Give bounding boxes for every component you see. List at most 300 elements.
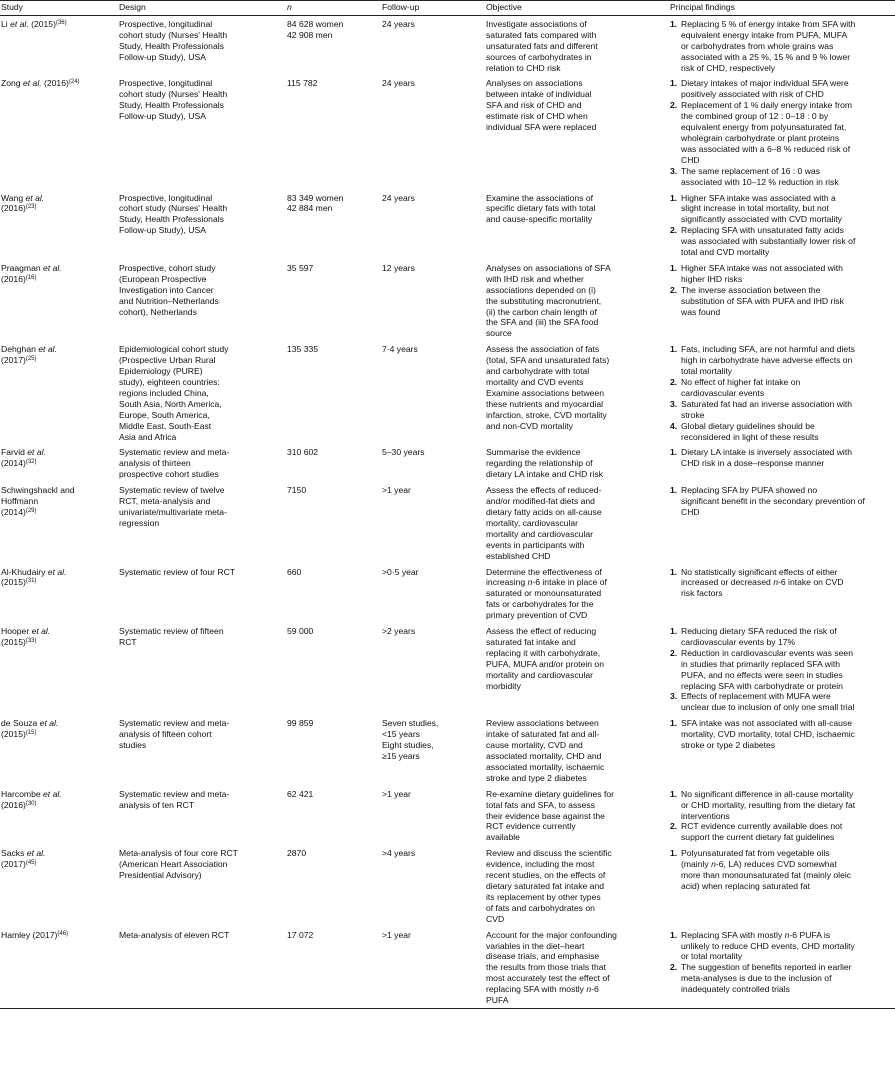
objective-cell (485, 482, 669, 563)
findings-cell (669, 845, 895, 926)
study-cell (0, 927, 118, 1009)
study-cell-line: Dehghan et al. (1, 344, 57, 355)
finding-line: associated with a 25 %, 15 % and 9 % lower (681, 51, 851, 62)
study-cell (0, 190, 118, 260)
n-cell-line: 2870 (287, 848, 307, 859)
objective-cell-line: saturated fats compared with (486, 29, 597, 40)
finding-text (681, 930, 855, 963)
follow-up-cell-line: ≥15 years (382, 751, 420, 761)
finding-item (670, 193, 892, 226)
study-cell (0, 15, 118, 75)
follow-up-cell (381, 75, 485, 189)
finding-line: was associated with substantially lower risk of (681, 236, 856, 247)
follow-up-cell (381, 482, 485, 563)
finding-text (681, 399, 852, 421)
findings-cell (669, 927, 895, 1009)
design-cell-line: Systematic review and meta- (119, 447, 230, 458)
objective-cell-line: RCT evidence currently (486, 821, 576, 832)
n-cell (286, 927, 381, 1009)
finding-line: Replacing 5 % of energy intake from SFA with (681, 18, 856, 29)
header-row (0, 1, 895, 16)
table-row (0, 715, 895, 785)
study-cell-line: $(2014)^{(29)}$ (1, 506, 37, 517)
follow-up-cell (381, 15, 485, 75)
design-cell-line: Systematic review and meta- (119, 788, 230, 799)
finding-number: 2. (670, 100, 678, 111)
n-cell-line: 17 072 (287, 929, 314, 940)
follow-up-cell-line: >1 year (382, 788, 411, 799)
finding-line: in studies that primarily replaced SFA with (681, 658, 841, 669)
finding-line: No effect of higher fat intake on (681, 377, 801, 387)
finding-line: Reducing dietary SFA reduced the risk of (681, 626, 837, 637)
design-cell-line: Presidential Advisory) (119, 870, 202, 881)
study-cell (0, 444, 118, 482)
n-cell-line: 135 335 (287, 344, 319, 355)
follow-up-cell (381, 341, 485, 444)
objective-cell-line: Assess the effect of reducing (486, 626, 597, 637)
design-cell-line: Follow-up Study), USA (119, 225, 206, 236)
n-cell (286, 482, 381, 563)
finding-item (670, 485, 892, 518)
objective-cell-line: unsaturated fats and different (486, 40, 598, 51)
study-cell-line: $(2016)^{(16)}$ (1, 273, 37, 284)
follow-up-cell-line: >1 year (382, 485, 411, 496)
finding-line: cardiovascular events by 17% (681, 636, 796, 647)
objective-cell-line: cause mortality, CVD and (486, 740, 583, 751)
finding-text (681, 193, 842, 226)
objective-cell-line: mortality and CVD events (486, 377, 584, 387)
follow-up-cell-line: <15 years (382, 729, 420, 740)
design-cell (118, 482, 286, 563)
finding-item (670, 648, 892, 692)
finding-item (670, 718, 892, 751)
objective-cell-line: Analyses on associations of SFA (486, 262, 611, 273)
header-n: n (286, 1, 381, 16)
finding-line: Dietary intakes of major individual SFA were (681, 78, 849, 89)
n-cell-line: 42 884 men (287, 203, 333, 214)
finding-line: was associated with a 6–8 % reduced risk of (681, 143, 851, 154)
design-cell (118, 564, 286, 624)
design-cell-line: Epidemiological cohort study (119, 344, 229, 355)
finding-number: 1. (670, 485, 678, 496)
design-cell-line: Systematic review of four RCT (119, 566, 236, 577)
finding-number: 1. (670, 929, 678, 940)
design-cell-line: regression (119, 517, 160, 528)
design-cell-line: Investigation into Cancer (119, 284, 214, 295)
objective-cell-line: Determine the effectiveness of (486, 566, 602, 577)
objective-cell-line: associated mortality, CHD and (486, 751, 602, 761)
finding-text (681, 962, 852, 995)
n-cell-line: 310 602 (287, 447, 319, 458)
objective-cell-line: and cause-specific mortality (486, 214, 593, 225)
finding-number: 1. (670, 788, 678, 799)
follow-up-cell (381, 715, 485, 785)
objective-cell-line: between intake of individual (486, 89, 592, 100)
finding-item (670, 100, 892, 165)
objective-cell-line: Examine the associations of (486, 192, 594, 203)
objective-cell-line: increasing n-6 intake in place of (486, 577, 607, 588)
objective-cell (485, 260, 669, 341)
finding-line: positively associated with risk of CHD (681, 89, 824, 100)
finding-item (670, 421, 892, 443)
design-cell-line: regions included China, (119, 387, 209, 398)
objective-cell-line: morbidity (486, 680, 521, 691)
finding-item (670, 447, 892, 469)
finding-number: 1. (670, 566, 678, 577)
finding-line: No significant difference in all-cause mortality (681, 788, 854, 799)
study-cell-line: $(2015)^{(15)}$ (1, 729, 37, 740)
design-cell-line: Meta-analysis of four core RCT (119, 848, 238, 859)
follow-up-cell (381, 260, 485, 341)
finding-number: 2. (670, 284, 678, 295)
objective-cell (485, 341, 669, 444)
table-row (0, 341, 895, 444)
finding-line: risk factors (681, 588, 723, 599)
objective-cell-line: mortality and cardiovascular (486, 669, 593, 680)
design-cell-line: analysis of fifteen cohort (119, 729, 212, 740)
objective-cell-line: of fats and carbohydrates on (486, 902, 595, 913)
objective-cell-line: primary prevention of CVD (486, 610, 588, 621)
finding-number: 3. (670, 691, 678, 702)
design-cell-line: Study, Health Professionals (119, 214, 224, 225)
finding-line: support the current dietary fat guidelines (681, 832, 835, 843)
design-cell-line: studies (119, 740, 147, 751)
finding-item (670, 225, 892, 258)
finding-text (681, 100, 852, 165)
finding-text (681, 78, 849, 100)
finding-text (681, 166, 839, 188)
objective-cell-line: individual SFA were replaced (486, 122, 597, 133)
design-cell-line: (European Prospective (119, 273, 207, 284)
design-cell-line: Prospective, longitudinal (119, 192, 213, 203)
study-cell-line: Praagman et al. (1, 262, 62, 273)
finding-line: meta-analyses is due to the inclusion of (681, 973, 832, 984)
follow-up-cell (381, 927, 485, 1009)
study-cell (0, 564, 118, 624)
finding-line: significant benefit in the secondary prevention of (681, 496, 865, 507)
finding-line: Fats, including SFA, are not harmful and diets (681, 344, 855, 355)
finding-line: higher IHD risks (681, 273, 743, 284)
n-cell-line: 35 597 (287, 262, 314, 273)
finding-number: 2. (670, 962, 678, 973)
finding-line: more than monounsaturated fat (mainly oleic (681, 870, 852, 881)
finding-number: 1. (670, 848, 678, 859)
objective-cell-line: evidence, including the most (486, 859, 595, 870)
finding-line: or total mortality (681, 951, 743, 962)
design-cell-line: Europe, South America, (119, 409, 210, 420)
findings-cell (669, 786, 895, 846)
objective-cell-line: Review and discuss the scientific (486, 848, 612, 859)
design-cell-line: Asia and Africa (119, 431, 177, 442)
finding-number: 1. (670, 78, 678, 89)
finding-line: Higher SFA intake was associated with a (681, 192, 836, 203)
objective-cell-line: Assess the effects of reduced- (486, 485, 602, 496)
objective-cell-line: mortality, cardiovascular (486, 517, 579, 528)
finding-number: 1. (670, 626, 678, 637)
objective-cell (485, 715, 669, 785)
study-cell-line: $(2015)^{(33)}$ (1, 636, 37, 647)
finding-line: The suggestion of benefits reported in earlier (681, 962, 852, 973)
finding-item (670, 567, 892, 600)
follow-up-cell-line: >4 years (382, 848, 416, 859)
finding-line: Reduction in cardiovascular events was seen (681, 647, 853, 658)
follow-up-cell-line: 5–30 years (382, 447, 425, 458)
design-cell-line: and Nutrition–Netherlands (119, 295, 219, 306)
objective-cell-line: Investigate associations of (486, 18, 587, 29)
objective-cell-line: these nutrients and myocardial (486, 398, 604, 409)
finding-line: CHD risk in a dose–response manner (681, 458, 825, 469)
n-cell (286, 564, 381, 624)
finding-line: increased or decreased n-6 intake on CVD (681, 577, 844, 588)
finding-line: Replacing SFA by PUFA showed no (681, 485, 818, 496)
follow-up-cell-line: >2 years (382, 626, 416, 637)
design-cell-line: Prospective, longitudinal (119, 78, 213, 89)
design-cell (118, 623, 286, 715)
finding-line: cardiovascular events (681, 387, 765, 398)
study-cell-line: Li et al. $(2015)^{(36)}$ (1, 18, 67, 29)
header-objective: Objective (485, 1, 669, 16)
n-cell-line: 99 859 (287, 718, 314, 729)
design-cell-line: Middle East, South-East (119, 420, 212, 431)
n-cell (286, 845, 381, 926)
finding-line: Saturated fat had an inverse association with (681, 398, 853, 409)
design-cell-line: study), eighteen countries: (119, 377, 220, 387)
objective-cell-line: regarding the relationship of (486, 458, 593, 469)
follow-up-cell-line: >1 year (382, 929, 411, 940)
table-row (0, 623, 895, 715)
objective-cell-line: CVD (486, 913, 505, 924)
objective-cell-line: (total, SFA and unsaturated fats) (486, 355, 610, 366)
design-cell-line: Study, Health Professionals (119, 100, 224, 111)
study-cell-line: Hooper et al. (1, 626, 51, 637)
design-cell (118, 845, 286, 926)
finding-line: SFA intake was not associated with all-cause (681, 718, 853, 729)
finding-item (670, 285, 892, 318)
finding-text (681, 285, 844, 318)
finding-number: 1. (670, 18, 678, 29)
header-follow-up: Follow-up (381, 1, 485, 16)
finding-item (670, 930, 892, 963)
design-cell (118, 15, 286, 75)
objective-cell-line: infarction, stroke, CVD mortality (486, 409, 607, 420)
finding-line: or carbohydrates from whole grains was (681, 40, 834, 51)
finding-number: 2. (670, 821, 678, 832)
finding-line: (mainly n-6, LA) reduces CVD somewhat (681, 859, 837, 870)
finding-item (670, 344, 892, 377)
objective-cell-line: most accurately test the effect of (486, 973, 610, 984)
finding-line: Effects of replacement with MUFA were (681, 691, 831, 702)
objective-cell-line: Analyses on associations (486, 78, 583, 89)
follow-up-cell (381, 845, 485, 926)
finding-item (670, 377, 892, 399)
table-row (0, 564, 895, 624)
objective-cell-line: and non-CVD mortality (486, 420, 573, 431)
study-cell-line: de Souza et al. (1, 718, 59, 729)
finding-line: interventions (681, 810, 730, 821)
study-cell (0, 715, 118, 785)
findings-cell (669, 444, 895, 482)
objective-cell-line: and carbohydrate with total (486, 366, 590, 377)
design-cell-line: Systematic review of twelve (119, 485, 225, 496)
finding-line: stroke (681, 409, 705, 420)
finding-text (681, 225, 855, 258)
objective-cell-line: dietary fatty acids on all-cause (486, 506, 602, 517)
objective-cell (485, 190, 669, 260)
header-principal-findings: Principal findings (669, 1, 895, 16)
finding-item (670, 19, 892, 74)
design-cell (118, 341, 286, 444)
objective-cell-line: Review associations between (486, 718, 599, 729)
objective-cell-line: its replacement by other types (486, 891, 601, 902)
study-cell (0, 786, 118, 846)
objective-cell-line: recent studies, on the effects of (486, 870, 606, 881)
study-cell-line: $(2016)^{(23)}$ (1, 203, 37, 214)
finding-item (670, 626, 892, 648)
design-cell-line: cohort), Netherlands (119, 306, 197, 317)
objective-cell-line: associations depended on (i) (486, 284, 596, 295)
n-cell (286, 75, 381, 189)
finding-text (681, 789, 855, 822)
table-row (0, 15, 895, 75)
study-cell (0, 341, 118, 444)
design-cell-line: Meta-analysis of eleven RCT (119, 929, 230, 940)
n-cell (286, 190, 381, 260)
objective-cell-line: the substituting macronutrient, (486, 295, 602, 306)
objective-cell-line: Assess the association of fats (486, 344, 600, 355)
objective-cell-line: Account for the major confounding (486, 929, 617, 940)
follow-up-cell (381, 623, 485, 715)
finding-text (681, 821, 842, 843)
objective-cell-line: relation to CHD risk (486, 62, 561, 73)
finding-line: Higher SFA intake was not associated with (681, 262, 843, 273)
finding-line: was found (681, 306, 721, 317)
finding-item (670, 399, 892, 421)
finding-line: CHD (681, 154, 700, 165)
finding-number: 2. (670, 647, 678, 658)
findings-cell (669, 564, 895, 624)
follow-up-cell (381, 786, 485, 846)
finding-text (681, 344, 855, 377)
finding-text (681, 421, 819, 443)
finding-line: The inverse association between the (681, 284, 821, 295)
objective-cell (485, 564, 669, 624)
objective-cell-line: replacing SFA with mostly n-6 (486, 984, 599, 995)
design-cell-line: Study, Health Professionals (119, 40, 224, 51)
table-row (0, 444, 895, 482)
finding-line: CHD (681, 506, 700, 517)
objective-cell-line: (ii) the carbon chain length of (486, 306, 597, 317)
finding-line: The same replacement of 16 : 0 was (681, 165, 821, 176)
finding-line: acid) when replacing saturated fat (681, 880, 810, 891)
table-row (0, 845, 895, 926)
finding-line: replacing SFA with carbohydrate or protein (681, 680, 843, 691)
objective-cell-line: the SFA and (iii) the SFA food (486, 317, 599, 328)
n-cell (286, 15, 381, 75)
table-body (0, 15, 895, 1008)
study-cell (0, 75, 118, 189)
design-cell-line: analysis of thirteen (119, 458, 191, 469)
finding-line: high in carbohydrate have adverse effects on (681, 355, 853, 366)
n-cell-line: 59 000 (287, 626, 314, 637)
design-cell (118, 444, 286, 482)
objective-cell-line: available (486, 832, 520, 843)
design-cell-line: (Prospective Urban Rural (119, 355, 216, 366)
study-cell (0, 482, 118, 563)
finding-line: total and CVD mortality (681, 247, 770, 258)
finding-line: total mortality (681, 366, 733, 377)
objective-cell (485, 75, 669, 189)
design-cell (118, 190, 286, 260)
finding-number: 2. (670, 377, 678, 387)
findings-cell (669, 341, 895, 444)
header-design: Design (118, 1, 286, 16)
objective-cell-line: dietary saturated fat intake and (486, 880, 605, 891)
n-cell-line: 62 421 (287, 788, 314, 799)
finding-text (681, 447, 852, 469)
study-cell-line: Hamley $(2017)^{(46)}$ (1, 929, 69, 940)
objective-cell-line: the results from those trials that (486, 962, 606, 973)
design-cell-line: Prospective, cohort study (119, 262, 216, 273)
findings-cell (669, 15, 895, 75)
table-row (0, 260, 895, 341)
study-cell-line: Schwingshackl and (1, 485, 75, 496)
design-cell-line: RCT (119, 636, 137, 647)
study-cell-line: Zong et al. $(2016)^{(24)}$ (1, 78, 80, 89)
design-cell-line: Epidemiology (PURE) (119, 366, 203, 377)
n-cell-line: 115 782 (287, 78, 318, 89)
objective-cell-line: PUFA (486, 995, 509, 1006)
design-cell-line: univariate/multivariate meta- (119, 506, 227, 517)
objective-cell (485, 444, 669, 482)
study-cell-line: Farvid et al. (1, 447, 46, 458)
design-cell (118, 927, 286, 1009)
design-cell-line: Follow-up Study), USA (119, 51, 206, 62)
objective-cell-line: source (486, 328, 512, 339)
objective-cell-line: Re-examine dietary guidelines for (486, 788, 615, 799)
objective-cell-line: specific dietary fats with total (486, 203, 596, 214)
design-cell-line: Prospective, longitudinal (119, 18, 213, 29)
study-cell-line: $(2016)^{(30)}$ (1, 799, 37, 810)
finding-number: 4. (670, 420, 678, 431)
study-cell-line: $(2017)^{(25)}$ (1, 355, 37, 366)
finding-line: slight increase in total mortality, but not (681, 203, 829, 214)
objective-cell-line: associated mortality, ischaemic (486, 761, 605, 772)
objective-cell-line: SFA and risk of CHD and (486, 100, 582, 111)
finding-text (681, 567, 843, 600)
findings-cell (669, 190, 895, 260)
finding-text (681, 691, 854, 713)
design-cell (118, 260, 286, 341)
objective-cell-line: sources of carbohydrates in (486, 51, 592, 62)
finding-line: unlikely to reduce CHD events, CHD mortality (681, 940, 855, 951)
finding-number: 3. (670, 165, 678, 176)
finding-number: 1. (670, 192, 678, 203)
n-cell (286, 786, 381, 846)
finding-line: Polyunsaturated fat from vegetable oils (681, 848, 830, 859)
objective-cell-line: with IHD risk and whether (486, 273, 584, 284)
follow-up-cell-line: Eight studies, (382, 740, 434, 751)
finding-line: equivalent energy from polyunsaturated fat, (681, 122, 847, 133)
finding-line: wholegrain carbohydrate or plant proteins (681, 132, 840, 143)
finding-number: 2. (670, 225, 678, 236)
objective-cell (485, 786, 669, 846)
finding-line: Dietary LA intake is inversely associated with (681, 447, 852, 458)
finding-number: 1. (670, 262, 678, 273)
n-cell-line: 84 628 women (287, 18, 344, 29)
objective-cell-line: their evidence base against the (486, 810, 605, 821)
finding-text (681, 848, 851, 892)
findings-cell (669, 260, 895, 341)
